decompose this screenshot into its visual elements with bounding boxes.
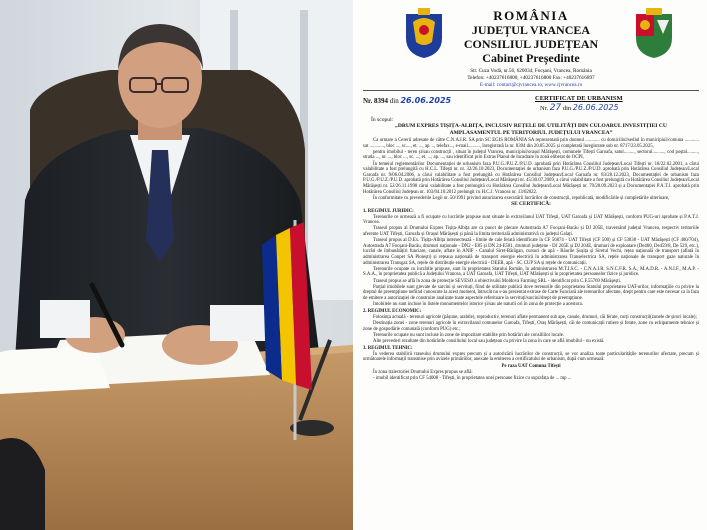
romanian-flag bbox=[262, 222, 312, 390]
header-country: ROMÂNIA bbox=[493, 8, 569, 23]
paragraph: În temeiul reglementărilor Documentației de urbanism faza P.U.G./P.U.Z./P.U.D. aprobată prin Hotărârea Consiliul Județean/Local Tifești nr. 18/22.02.2001, a cărui valabilitate a fost prelungită cu H.C.L. Tifești nr. nr. 32/26.10.2023, Documentației de urbanism faza P.U.G./P.U.Z./P.U.D. aprobată prin Hotărârea Consiliul Județean/Local Garoafa nr. 9/06.04.2006, a cărui valabilitate a fost prelungită cu Hotărârea Consiliul Județean/Local Garoafa nr. 83/28.12.2023, Documentației de urbanism faza P.U.G./P.U.Z./P.U.D. aprobată prin Hotărârea Consiliul Județean/Local Mărășești nr. 45/30.07.2009, a cărui valabilitate a fost prelungită cu Hotărârea Consiliul Județean/Local Mărășești nr. 52/26.11.1998 cărui valabilitate a fost prelungită cu Hotărârea Consiliul Județean/Local Mărășești nr. 79/28.09.2023 și a Documentației P.A.T.J. aprobată prin Hotărârea Consiliul Județean nr. 103/04.10.2012 prelungit cu H.C.J. Vrancea nr. 13/02022. bbox=[363, 161, 699, 195]
section-technical-item: Pe raza UAT Comuna Tifești bbox=[501, 363, 561, 369]
paragraph: pentru imobilul - teren și/sau construcții , situat în județul Vrancea, municipiul/orașul Mărășești, comunele Tifești Garoafa, satul........., sectorul.........., cod poștal........., strada ..., nr. ..., bloc ..., sc. ..., et. ..., ap. ..., sau identificat prin Extras Planul de încadrare în zonă eliberat de OCPI, bbox=[363, 149, 699, 161]
paragraph: În conformitate cu prevederile Legii nr. 50/1991 privind autorizarea executării lucrărilor de construcții, republicată, modificările și completările ulterioare, bbox=[373, 195, 670, 201]
paragraph: Ca urmare a Cererii adresate de către C.N.A.I.R. SA prin SC EGIS ROMÂNIA SA reprezentată prin domnul ............ cu domiciliul/sediul în municipiul/comuna ............ sat ............, bloc ..., sc...., et. ..., ap. .., telefax..., e-mail.........., înregistrată la nr. 8394 din 20.05.2025 și completată înregistrate sub nr. 8717/23.05.2025, bbox=[363, 138, 699, 149]
urbanism-certificate bbox=[355, 0, 707, 530]
section-legal-title: 1. REGIMUL JURIDIC: bbox=[363, 208, 414, 214]
header-divider bbox=[363, 90, 699, 91]
section-economic-item: Alte prevederi rezultate din hotărârile consiliului local sau județean cu privire la zona în care se află imobilul - nu există. bbox=[373, 339, 605, 345]
section-legal-item: Terenurile ocupate cu lucrările propuse, sunt în proprietatea Statului Român, în administrarea M.T.I.S.C. - C.N.A.I.R. S.N.C.F.R. S.A., M.A.D.R. - A.N.I.F., M.A.P. - S.A.A., în proprietatea publică a Județului Vrancea, a UAT Garoafa, UAT Tifești, UAT Mărășești și în proprietatea persoanelor fizice și juridice. bbox=[363, 266, 699, 278]
certificate-body bbox=[363, 138, 699, 382]
section-legal-item: Parțial imobilele sunt grevate de sarcini și servituți, fiind de utilitate publică dove terenurile din proprietatea Statului proprietatea UAT-urilor, informațiile cu privire la dreptul de preempțiune nefiind cunoscute la acest moment, întrucât nu s-au prezentat extrase de Carte Funciară ale terenurilor afectate, drept pentru care este necesar ca la faza de emitere a autorizației de construire analizate toate aspectele referitoare la servituți/sarcini/drept de preempțiune. bbox=[363, 284, 699, 301]
section-technical-item: În zona traiectoriei Drumului Expres propus se află: bbox=[373, 369, 473, 375]
section-economic-item: Terenurile ocupate nu sunt incluse în zone de impozitare stabilite prin hotărâri ale consiliilor locale. bbox=[373, 332, 565, 338]
section-legal-item: Traseul propus se află în zona de protecție SEVESO a obiectivului Moldova Farming SRL - identificat prin C.F.55769 Mărășești. bbox=[373, 278, 621, 284]
registration-number: Nr. 8394 din 26.06.2025 bbox=[363, 96, 452, 105]
signing-photo bbox=[0, 0, 353, 530]
section-economic-title: 2. REGIMUL ECONOMIC: bbox=[363, 308, 422, 314]
certificate-number: Nr. 27 din 26.06.2025 bbox=[540, 103, 619, 113]
certificate-title: CERTIFICAT DE URBANISM bbox=[535, 95, 623, 102]
header-phone: Telefon: +40237616800, +40237616800 Fax: +40237616897 bbox=[467, 75, 595, 81]
header-council: CONSILIUL JUDEȚEAN bbox=[463, 37, 599, 51]
section-technical-item: - imobil identificat prin CF 54008 - Tifești, în proprietatea unei persoane fizice cu suprafața de ... mp ... bbox=[373, 376, 572, 382]
section-economic-item: Folosința actuală - terenuri agricole (pășune, arabile), reproductiv, terenuri aflate permanent sub ape, canale, drumuri, căi ferate, curți construcții(zonele de șiruri locale); bbox=[373, 314, 697, 320]
section-technical-item: În vederea stabilirii traseului drumului expres precum și a autorizării lucrărilor de construcții, se vor analiza toate particularitățile terenurilor afectate, precum și următoarele informații transmise prin avizele primăriilor, anexate la emiterea a certificatului de urbanism, după cum urmează: bbox=[363, 351, 699, 363]
header-email: E-mail: contact@cjvrancea.ro, www.cjvrancea.ro bbox=[479, 82, 583, 88]
purpose-lead: În scopul: bbox=[371, 117, 394, 123]
header-address: Str. Cuza Vodă, nr.56, 620034, Focșani, Vrancea, România bbox=[470, 68, 592, 74]
certificate-date-handwritten: 26.06.2025 bbox=[572, 103, 619, 112]
purpose-title: „DRUM EXPRES TIȘIȚA-ALBIȚA, INCLUSIV REȚELE DE UTILITĂȚI DIN CULOARUL INVESTIȚIEI CU AMPLASAMENTUL PE TERITORIUL JUDEȚULUI VRANCEA” bbox=[395, 123, 667, 136]
registration-date-handwritten: 26.06.2025 bbox=[400, 96, 452, 105]
section-legal-item: Terenurile ce urmează a fi ocupate cu lucrările propuse sunt situate în extravilanul UAT Tifești, UAT Garoafa și UAT Mărășești, conform PUG-uri aprobate și P.A.T.J. Vrancea. bbox=[363, 214, 699, 226]
header-county: JUDEȚUL VRANCEA bbox=[471, 23, 591, 37]
header-office: Cabinet Președinte bbox=[482, 51, 580, 65]
section-legal-item: Traseul propus al Drumului Expres Tișița-Albița are ca punct de plecare Autostrada A7 Focșani-Bacău și DJ 205E, traversând județul Vrancea, respectiv teritoriile aferente UAT Tifești, Garoafa și Orașul Mărășești și până la limita teritorială administrativă cu județul Galați. bbox=[363, 226, 699, 238]
section-economic-item: Destinația zonei - zone terenuri agricole în extravilanul comunelor Garoafa, Tifești, Oraș Mărășești, căi de comunicații rutiere și ferate, zone cu echipamente tehnice și zone de gospodărie comunală (conform PUG) etc.; bbox=[363, 321, 699, 332]
certifies-heading: SE CERTIFICĂ: bbox=[511, 200, 551, 207]
section-technical-title: 3. REGIMUL TEHNIC: bbox=[363, 345, 413, 351]
certificate-number-handwritten: 27 bbox=[549, 103, 562, 113]
section-legal-item: Imobilele nu sunt incluse în listele monumentelor istorice și/sau ale naturii ori în zona de protecție a acestora. bbox=[373, 302, 583, 308]
section-legal-item: Traseul propus al D.Ex. Tișița-Albița intersectează - limite de cale ferată identificate în CF 56874 - UAT Tifești (CF 500) și CF 53838 - UAT Mărășești (CF 400/704), Autostrada A7 Focșani-Bacău, drumuri naționale - DN2 - E85 și DN 24-E581, drumuri județene - DJ 205E și DJ 204E, drumuri de exploatare (De460, De459/8, De 529, etc.), lucrări de îmbunătățiri funciare, canale, aflate în ANIF - Canalul Siret-Bărăgan, cursuri de apă - Râurile Șușița și Siretul Vechi, rețea națională de transport (aflată în administrarea Conpet SA Ploiești) și rețeaua națională de transport energie electrică în administrarea Transelectrica SA, rețele naționale de transport gaze naturale în administrarea Transgaz SA, rețele de distribuție energie electrică - DEER, apă - SC CUP SA și rețele de comunicații. bbox=[363, 238, 699, 266]
